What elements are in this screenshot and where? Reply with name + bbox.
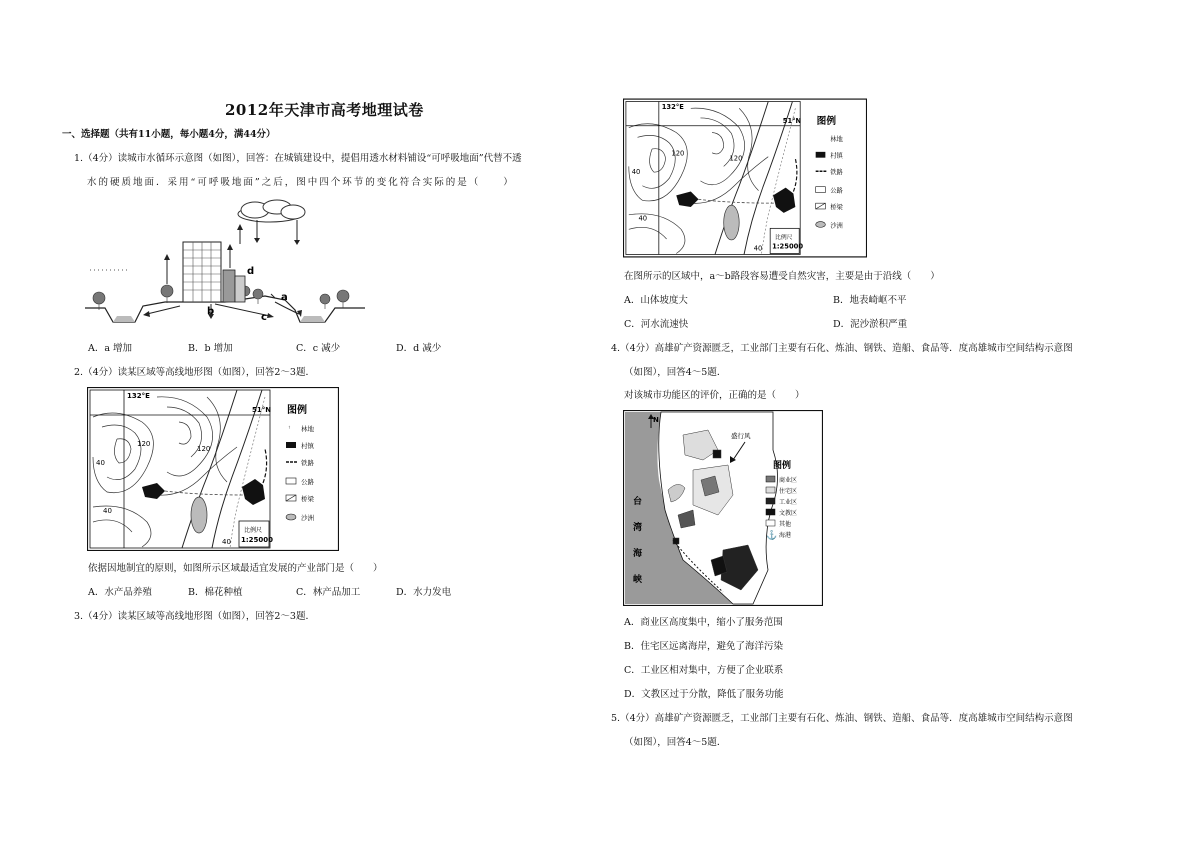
education-zone	[713, 450, 721, 458]
map-lon: 132°E	[661, 103, 684, 112]
fig-label-d: d	[247, 266, 255, 277]
legend-town: 村镇	[301, 442, 314, 450]
fig-label-b: b	[207, 306, 215, 317]
q1-stem-line2: 水的硬质地面．采用“可呼吸地面”之后，图中四个环节的变化符合实际的是（ ）	[87, 177, 515, 188]
contour-label: 40	[96, 459, 105, 467]
q2-option-a[interactable]: A．水产品养殖	[88, 587, 152, 598]
q1-option-b[interactable]: B．b 增加	[188, 343, 233, 354]
q2-stem: 2.（4分）读某区域等高线地形图（如图），回答2～3题．	[74, 367, 315, 378]
q2-option-b[interactable]: B．棉花种植	[188, 587, 243, 598]
scale-value: 1:25000	[772, 242, 804, 251]
contour-label: 40	[638, 214, 648, 223]
q4-option-d[interactable]: D．文教区过于分散，降低了服务功能	[624, 689, 784, 700]
legend-sandbar: 沙洲	[830, 222, 843, 230]
legend-road: 公路	[830, 187, 843, 195]
strait-char: 峡	[633, 575, 643, 585]
strait-char: 湾	[633, 523, 643, 533]
q1-stem-line1: 1.（4分）读城市水循环示意图（如图），回答：在城镇建设中，提倡用透水材料铺设“可呼吸地面”代替不透	[74, 153, 522, 164]
legend-railway: 铁路	[830, 169, 843, 177]
q3-option-b[interactable]: B．地表崎岖不平	[833, 295, 907, 306]
map-lon: 132°E	[127, 392, 150, 400]
q4-stem-line1: 4.（4分）高雄矿产资源匮乏，工业部门主要有石化、炼油、钢铁、造船、食品等．度高雄城市空间结构示意图	[611, 343, 1073, 354]
contour-label: 120	[197, 445, 211, 453]
wind-label: 盛行风	[731, 432, 751, 440]
fig-label-a: a	[281, 292, 288, 303]
section-heading: 一、选择题（共有11小题，每小题4分，满44分）	[62, 129, 276, 140]
building-icon	[183, 242, 245, 302]
strait-char: 海	[633, 549, 643, 559]
contour-label: 120	[137, 440, 151, 448]
legend-title: 图例	[816, 115, 837, 127]
fig-label-c: c	[261, 312, 267, 323]
q2-question: 依据因地制宜的原则，如图所示区域最适宜发展的产业部门是（ ）	[88, 563, 383, 574]
legend-harbor: 海港	[779, 532, 792, 539]
legend-bridge: 桥梁	[830, 203, 843, 211]
legend-education: 文教区	[779, 510, 798, 517]
page-title: 2012年天津市高考地理试卷	[225, 101, 424, 119]
q4-question: 对该城市功能区的评价，正确的是（ ）	[624, 390, 805, 401]
legend-sandbar: 沙洲	[301, 514, 314, 522]
topo-map-left	[87, 387, 339, 551]
water-cycle-figure	[85, 198, 365, 333]
q5-stem-line1: 5.（4分）高雄矿产资源匮乏，工业部门主要有石化、炼油、钢铁、造船、食品等．度高雄城市空间结构示意图	[611, 713, 1073, 724]
contour-label: 40	[631, 168, 641, 177]
q4-option-a[interactable]: A．商业区高度集中，缩小了服务范围	[624, 617, 783, 628]
sandbar-icon	[191, 497, 207, 533]
north-label: N	[653, 416, 659, 424]
q2-option-c[interactable]: C．林产品加工	[296, 587, 361, 598]
q4-option-b[interactable]: B．住宅区远离海岸，避免了海洋污染	[624, 641, 783, 652]
topo-map-right	[623, 96, 867, 260]
scale-label: 比例尺	[244, 527, 263, 534]
harbor-icon: ⚓	[766, 531, 778, 541]
q4-stem-line2: （如图），回答4～5题．	[624, 367, 727, 378]
contour-label: 120	[729, 154, 743, 163]
legend-forest: 林地	[301, 425, 314, 433]
legend-other: 其他	[779, 521, 792, 528]
contour-label: 120	[671, 149, 685, 158]
map-lat: 51°N	[252, 406, 272, 414]
legend-industrial: 工业区	[779, 499, 798, 506]
q3-option-d[interactable]: D．泥沙淤积严重	[833, 319, 908, 330]
q2-option-d[interactable]: D．水力发电	[396, 587, 452, 598]
q1-option-a[interactable]: A．a 增加	[88, 343, 133, 354]
kaohsiung-map	[623, 410, 823, 606]
strait-char: 台	[633, 497, 643, 507]
legend-commercial: 商业区	[779, 477, 798, 484]
legend-title: 图例	[287, 405, 307, 416]
q3-option-c[interactable]: C．河水流速快	[624, 319, 689, 330]
legend-title: 图例	[773, 461, 792, 471]
svg-text:ꜛ: ꜛ	[288, 425, 291, 433]
sandbar-icon	[724, 205, 739, 240]
legend-railway: 铁路	[301, 459, 314, 467]
legend-road: 公路	[301, 478, 314, 486]
q5-stem-line2: （如图），回答4～5题．	[624, 737, 727, 748]
q1-option-d[interactable]: D．d 减少	[396, 343, 442, 354]
legend-bridge: 桥梁	[301, 495, 314, 503]
q3-question: 在图所示的区域中，a～b路段容易遭受自然灾害，主要是由于沿线（ ）	[624, 271, 940, 282]
q1-option-c[interactable]: C．c 减少	[296, 343, 341, 354]
map-lat: 51°N	[782, 116, 802, 125]
q3-option-a[interactable]: A．山体坡度大	[624, 295, 688, 306]
legend-forest: 林地	[830, 136, 843, 144]
contour-label: 40	[753, 244, 763, 253]
scale-value: 1:25000	[241, 536, 274, 544]
legend-town: 村镇	[830, 152, 843, 160]
q3-stem: 3.（4分）读某区域等高线地形图（如图），回答2～3题．	[74, 611, 315, 622]
cloud-icon	[238, 200, 305, 222]
legend-residential: 住宅区	[779, 488, 798, 495]
scale-label: 比例尺	[775, 234, 793, 241]
contour-label: 40	[222, 538, 231, 546]
q4-option-c[interactable]: C．工业区相对集中，方便了企业联系	[624, 665, 784, 676]
contour-label: 40	[103, 507, 112, 515]
